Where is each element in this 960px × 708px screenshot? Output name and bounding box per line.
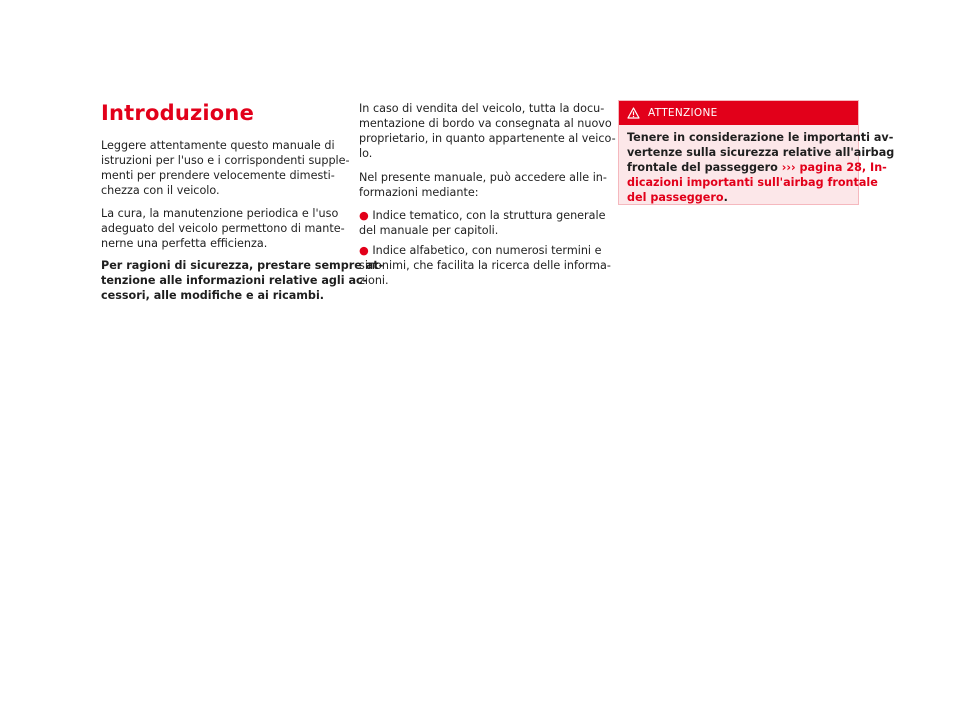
text-line: Indice tematico, con la struttura generale [372, 209, 606, 222]
text-line: tenzione alle informazioni relative agli ac- [101, 274, 368, 287]
warning-label: ATTENZIONE [648, 107, 718, 119]
text-line: La cura, la manutenzione periodica e l'uso [101, 207, 339, 220]
warning-triangle-icon [627, 107, 640, 119]
text-line: zioni. [359, 274, 389, 287]
text-line: frontale del passeggero [627, 161, 778, 174]
text-line: nerne una perfetta efficienza. [101, 237, 268, 250]
text-line: In caso di vendita del veicolo, tutta la docu- [359, 102, 605, 115]
sale-paragraph [359, 101, 616, 161]
text-line: Nel presente manuale, può accedere alle in- [359, 171, 607, 184]
warning-header [619, 101, 858, 125]
text-line: lo. [359, 147, 373, 160]
warning-box [618, 100, 895, 205]
text-line: proprietario, in quanto appartenente al veico- [359, 132, 616, 145]
text-line: formazioni mediante: [359, 186, 479, 199]
text-line: . [723, 191, 728, 204]
bullet-icon: ● [359, 209, 369, 222]
intro-paragraph [101, 138, 350, 198]
page-reference-link[interactable]: del passeggero [627, 191, 724, 204]
text-line: mentazione di bordo va consegnata al nuovo [359, 117, 612, 130]
text-line: Leggere attentamente questo manuale di [101, 139, 335, 152]
text-line: vertenze sulla sicurezza relative all'airbag [627, 146, 895, 159]
bullet-item-alphabetic [359, 243, 611, 288]
access-paragraph [359, 170, 607, 200]
text-line: istruzioni per l'uso e i corrispondenti supple- [101, 154, 350, 167]
text-line: cessori, alle modifiche e ai ricambi. [101, 289, 325, 302]
text-line: chezza con il veicolo. [101, 184, 220, 197]
text-line: Per ragioni di sicurezza, prestare sempre at- [101, 259, 384, 272]
page-reference-arrows: ››› [781, 161, 796, 174]
text-line: Indice alfabetico, con numerosi termini e [372, 244, 602, 257]
text-line: adeguato del veicolo permettono di mante- [101, 222, 345, 235]
bullet-icon: ● [359, 244, 369, 257]
page-reference-link[interactable]: pagina 28, In- [799, 161, 887, 174]
text-line: Tenere in considerazione le importanti av- [627, 131, 894, 144]
page-reference-link[interactable]: dicazioni importanti sull'airbag frontale [627, 176, 878, 189]
warning-text [619, 125, 895, 204]
bullet-item-thematic [359, 208, 606, 238]
page-title: Introduzione [101, 101, 255, 125]
safety-paragraph [101, 258, 383, 303]
text-line: del manuale per capitoli. [359, 224, 499, 237]
care-paragraph [101, 206, 345, 251]
text-line: menti per prendere velocemente dimesti- [101, 169, 335, 182]
text-line: sinonimi, che facilita la ricerca delle informa- [359, 259, 611, 272]
